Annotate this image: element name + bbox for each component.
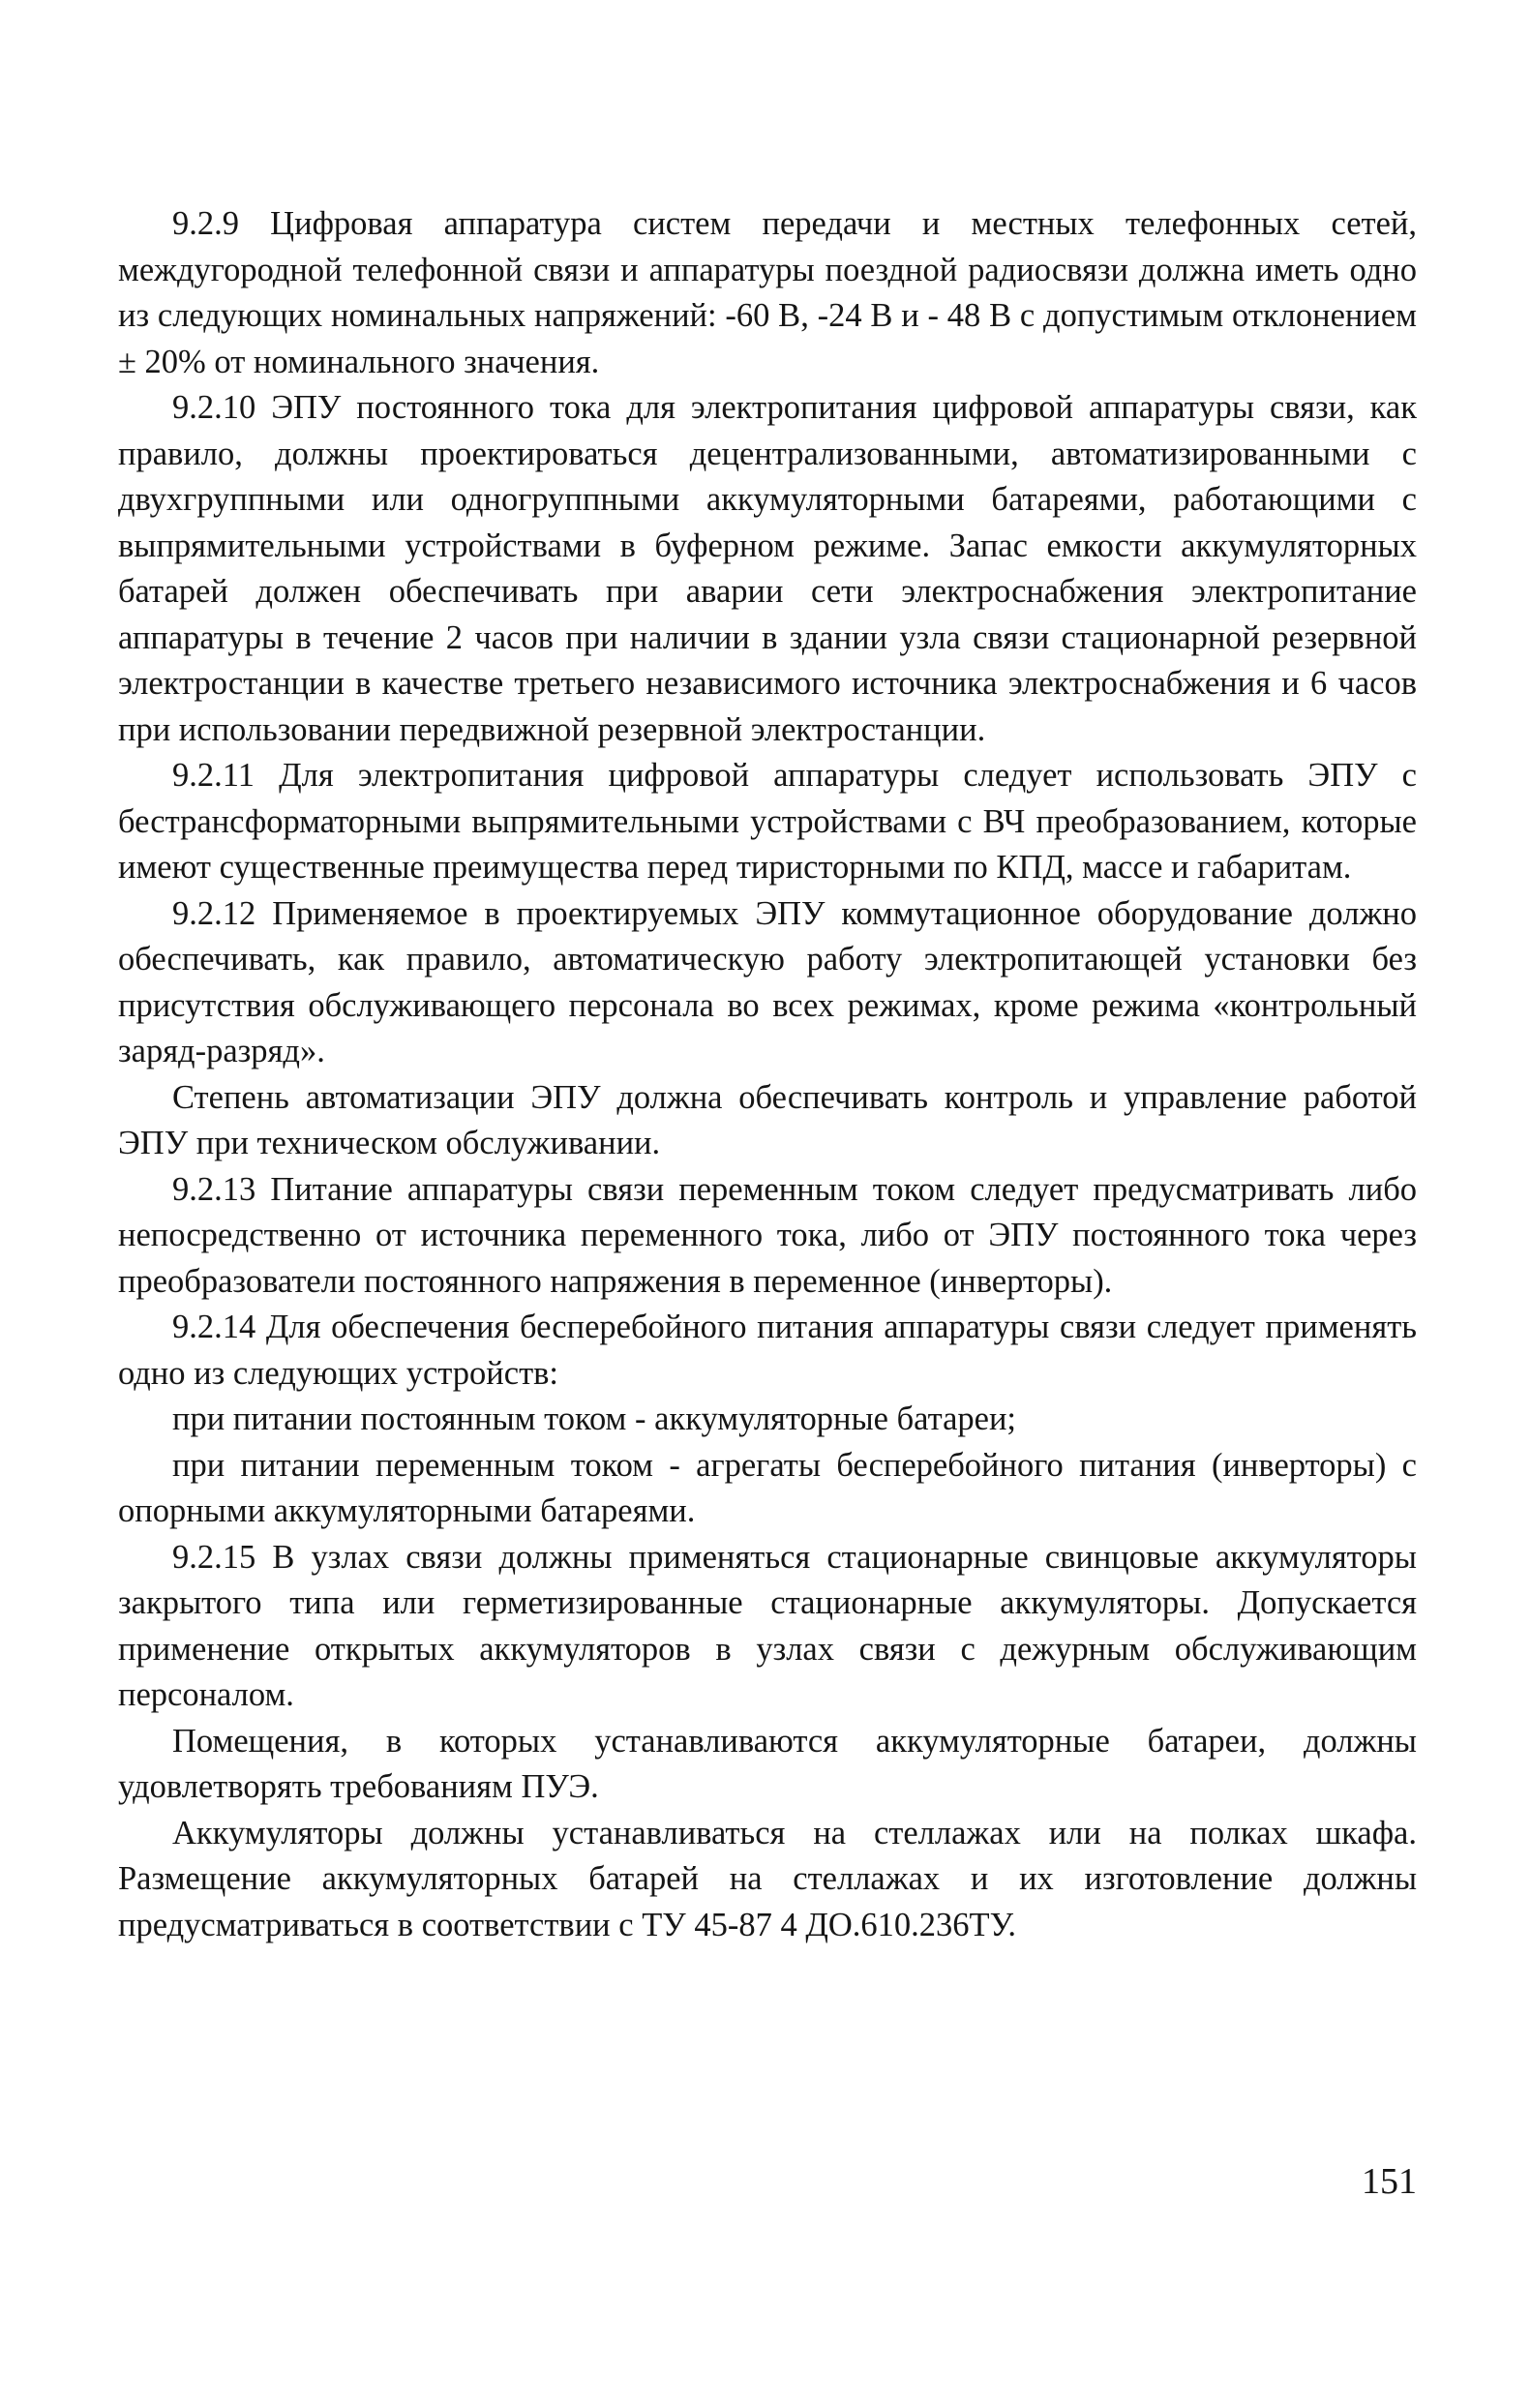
paragraph-9-2-10: 9.2.10 ЭПУ постоянного тока для электропитания цифровой аппаратуры связи, как правило, должны проектироваться децентрализованными, автоматизированными с двухгруппными или одногруппными аккумуляторными батареями, работающими с выпрямительными устройствами в буферном режиме. Запас емкости аккумуляторных батарей должен обеспечивать при аварии сети электроснабжения электропитание аппаратуры в течение 2 часов при наличии в здании узла связи стационарной резервной электростанции в качестве третьего независимого источника электроснабжения и 6 часов при использовании передвижной резервной электростанции.	[118, 389, 1417, 748]
paragraph-automation-degree: Степень автоматизации ЭПУ должна обеспечивать контроль и управление работой ЭПУ при техническом обслуживании.	[118, 1078, 1417, 1161]
paragraph-9-2-12: 9.2.12 Применяемое в проектируемых ЭПУ коммутационное оборудование должно обеспечивать, как правило, автоматическую работу электропитающей установки без присутствия обслуживающего персонала во всех режимах, кроме режима «контрольный заряд-разряд».	[118, 894, 1417, 1069]
paragraph-9-2-14: 9.2.14 Для обеспечения бесперебойного питания аппаратуры связи следует применять одно из следующих устройств:	[118, 1309, 1417, 1392]
paragraph-battery-rooms: Помещения, в которых устанавливаются аккумуляторные батареи, должны удовлетворять требованиям ПУЭ.	[118, 1722, 1417, 1805]
paragraph-battery-racks: Аккумуляторы должны устанавливаться на стеллажах или на полках шкафа. Размещение аккумуляторных батарей на стеллажах и их изготовление должны предусматриваться в соответствии с ТУ 45-87 4 ДО.610.236ТУ.	[118, 1814, 1417, 1943]
paragraph-9-2-13: 9.2.13 Питание аппаратуры связи переменным током следует предусматривать либо непосредственно от источника переменного тока, либо от ЭПУ постоянного тока через преобразователи постоянного напряжения в переменное (инверторы).	[118, 1170, 1417, 1300]
paragraph-ac-power-item: при питании переменным током - агрегаты бесперебойного питания (инверторы) с опорными аккумуляторными батареями.	[118, 1446, 1417, 1529]
body-text	[118, 201, 1417, 1948]
paragraph-9-2-9: 9.2.9 Цифровая аппаратура систем передачи и местных телефонных сетей, междугородной телефонной связи и аппаратуры поездной радиосвязи должна иметь одно из следующих номинальных напряжений: -60 В, -24 В и - 48 В с допустимым отклонением ± 20% от номинального значения.	[118, 205, 1417, 380]
paragraph-9-2-15: 9.2.15 В узлах связи должны применяться стационарные свинцовые аккумуляторы закрытого типа или герметизированные стационарные аккумуляторы. Допускается применение открытых аккумуляторов в узлах связи с дежурным обслуживающим персоналом.	[118, 1538, 1417, 1713]
paragraph-9-2-11: 9.2.11 Для электропитания цифровой аппаратуры следует использовать ЭПУ с бестрансформаторными выпрямительными устройствами с ВЧ преобразованием, которые имеют существенные преимущества перед тиристорными по КПД, массе и габаритам.	[118, 757, 1417, 886]
paragraph-dc-power-item: при питании постоянным током - аккумуляторные батареи;	[172, 1400, 1017, 1437]
page-number: 151	[1362, 2161, 1417, 2202]
